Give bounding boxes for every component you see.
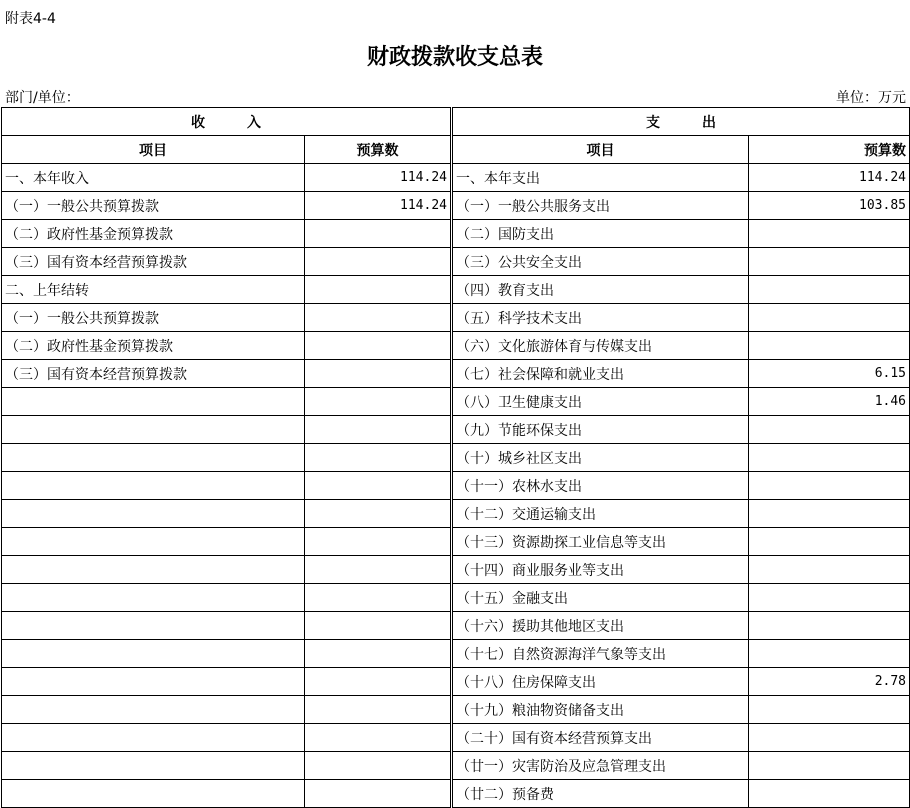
expense-item-cell: （十八）住房保障支出 [453, 668, 749, 696]
income-item-cell [2, 444, 305, 472]
table-row [2, 752, 910, 780]
expense-item-cell: （七）社会保障和就业支出 [453, 360, 749, 388]
income-item-cell: 二、上年结转 [2, 276, 305, 304]
expense-amount-cell [749, 444, 910, 472]
income-item-cell: （一）一般公共预算拨款 [2, 192, 305, 220]
expense-amount-cell [749, 528, 910, 556]
expense-item-cell: （十六）援助其他地区支出 [453, 612, 749, 640]
expense-item-cell: （二）国防支出 [453, 220, 749, 248]
expense-item-cell: （四）教育支出 [453, 276, 749, 304]
expense-amount-cell [749, 584, 910, 612]
table-row [2, 304, 910, 332]
expense-item-cell: （十七）自然资源海洋气象等支出 [453, 640, 749, 668]
expense-item-cell: （十）城乡社区支出 [453, 444, 749, 472]
expense-amount-cell [749, 612, 910, 640]
table-row [2, 220, 910, 248]
expense-item-cell: 一、本年支出 [453, 164, 749, 192]
income-amount-cell [305, 472, 451, 500]
income-amount-cell [305, 668, 451, 696]
expense-amount-cell: 6.15 [749, 360, 910, 388]
income-item-cell [2, 640, 305, 668]
expense-amount-cell [749, 780, 910, 808]
expense-item-cell: （九）节能环保支出 [453, 416, 749, 444]
unit-label: 单位：万元 [836, 90, 906, 106]
income-item-cell: （二）政府性基金预算拨款 [2, 220, 305, 248]
expense-item-cell: （十五）金融支出 [453, 584, 749, 612]
income-amount-cell [305, 388, 451, 416]
income-item-cell [2, 752, 305, 780]
table-row [2, 416, 910, 444]
table-row [2, 388, 910, 416]
income-item-cell [2, 472, 305, 500]
table-row [2, 612, 910, 640]
income-item-cell [2, 500, 305, 528]
table-row [2, 780, 910, 808]
expense-item-header: 项目 [453, 136, 749, 164]
income-amount-cell [305, 696, 451, 724]
expense-amount-cell: 1.46 [749, 388, 910, 416]
department-label: 部门/单位： [5, 90, 80, 106]
income-amount-cell [305, 780, 451, 808]
table-row [2, 724, 910, 752]
income-amount-cell [305, 416, 451, 444]
income-amount-cell [305, 528, 451, 556]
expense-amount-cell [749, 640, 910, 668]
expense-amount-cell [749, 276, 910, 304]
expense-item-cell: （八）卫生健康支出 [453, 388, 749, 416]
expense-amount-cell: 114.24 [749, 164, 910, 192]
expense-amount-cell [749, 500, 910, 528]
table-row [2, 248, 910, 276]
expense-item-cell: （十九）粮油物资储备支出 [453, 696, 749, 724]
expense-amount-cell [749, 248, 910, 276]
expense-item-cell: （廿二）预备费 [453, 780, 749, 808]
income-item-cell [2, 780, 305, 808]
income-item-cell [2, 612, 305, 640]
expense-amount-cell [749, 696, 910, 724]
table-row [2, 472, 910, 500]
expense-amount-cell [749, 416, 910, 444]
expense-item-cell: （五）科学技术支出 [453, 304, 749, 332]
expense-amount-cell [749, 752, 910, 780]
income-amount-cell [305, 500, 451, 528]
expense-amount-cell [749, 304, 910, 332]
income-amount-cell [305, 332, 451, 360]
income-amount-cell [305, 248, 451, 276]
income-amount-cell [305, 444, 451, 472]
expense-item-cell: （三）公共安全支出 [453, 248, 749, 276]
income-item-cell [2, 416, 305, 444]
table-row [2, 360, 910, 388]
income-amount-cell [305, 640, 451, 668]
income-item-cell: （一）一般公共预算拨款 [2, 304, 305, 332]
expense-amount-cell: 103.85 [749, 192, 910, 220]
page-title: 财政拨款收支总表 [366, 44, 543, 70]
column-header-row [2, 136, 910, 164]
table-row [2, 640, 910, 668]
income-item-cell [2, 556, 305, 584]
expense-amount-cell [749, 724, 910, 752]
expense-item-cell: （一）一般公共服务支出 [453, 192, 749, 220]
income-amount-header: 预算数 [305, 136, 451, 164]
income-item-cell [2, 584, 305, 612]
income-item-cell [2, 724, 305, 752]
expense-amount-cell [749, 332, 910, 360]
income-item-cell [2, 696, 305, 724]
expense-item-cell: （十四）商业服务业等支出 [453, 556, 749, 584]
expense-item-cell: （十一）农林水支出 [453, 472, 749, 500]
table-row [2, 192, 910, 220]
expense-amount-cell [749, 220, 910, 248]
table-row [2, 164, 910, 192]
table-row [2, 668, 910, 696]
income-header: 收 入 [2, 108, 451, 136]
income-item-cell: （三）国有资本经营预算拨款 [2, 248, 305, 276]
income-amount-cell [305, 752, 451, 780]
section-header-row [2, 108, 910, 136]
expense-item-cell: （廿一）灾害防治及应急管理支出 [453, 752, 749, 780]
expense-amount-cell [749, 556, 910, 584]
income-amount-cell [305, 360, 451, 388]
expense-header: 支 出 [453, 108, 910, 136]
expense-item-cell: （十三）资源勘探工业信息等支出 [453, 528, 749, 556]
income-item-cell [2, 388, 305, 416]
income-amount-cell [305, 584, 451, 612]
income-amount-cell [305, 220, 451, 248]
income-item-cell [2, 668, 305, 696]
income-amount-cell [305, 304, 451, 332]
income-item-cell: 一、本年收入 [2, 164, 305, 192]
income-amount-cell [305, 612, 451, 640]
table-row [2, 276, 910, 304]
income-amount-cell: 114.24 [305, 192, 451, 220]
table-row [2, 556, 910, 584]
income-amount-cell: 114.24 [305, 164, 451, 192]
income-amount-cell [305, 556, 451, 584]
expense-item-cell: （二十）国有资本经营预算支出 [453, 724, 749, 752]
income-item-cell: （三）国有资本经营预算拨款 [2, 360, 305, 388]
table-row [2, 444, 910, 472]
expense-amount-cell: 2.78 [749, 668, 910, 696]
expense-amount-header: 预算数 [749, 136, 910, 164]
expense-item-cell: （六）文化旅游体育与传媒支出 [453, 332, 749, 360]
budget-table [1, 107, 910, 808]
attachment-label: 附表4-4 [5, 11, 56, 27]
table-row [2, 500, 910, 528]
table-row [2, 584, 910, 612]
table-row [2, 696, 910, 724]
expense-item-cell: （十二）交通运输支出 [453, 500, 749, 528]
income-amount-cell [305, 724, 451, 752]
expense-amount-cell [749, 472, 910, 500]
income-item-cell: （二）政府性基金预算拨款 [2, 332, 305, 360]
income-amount-cell [305, 276, 451, 304]
income-item-header: 项目 [2, 136, 305, 164]
income-item-cell [2, 528, 305, 556]
table-row [2, 528, 910, 556]
table-row [2, 332, 910, 360]
